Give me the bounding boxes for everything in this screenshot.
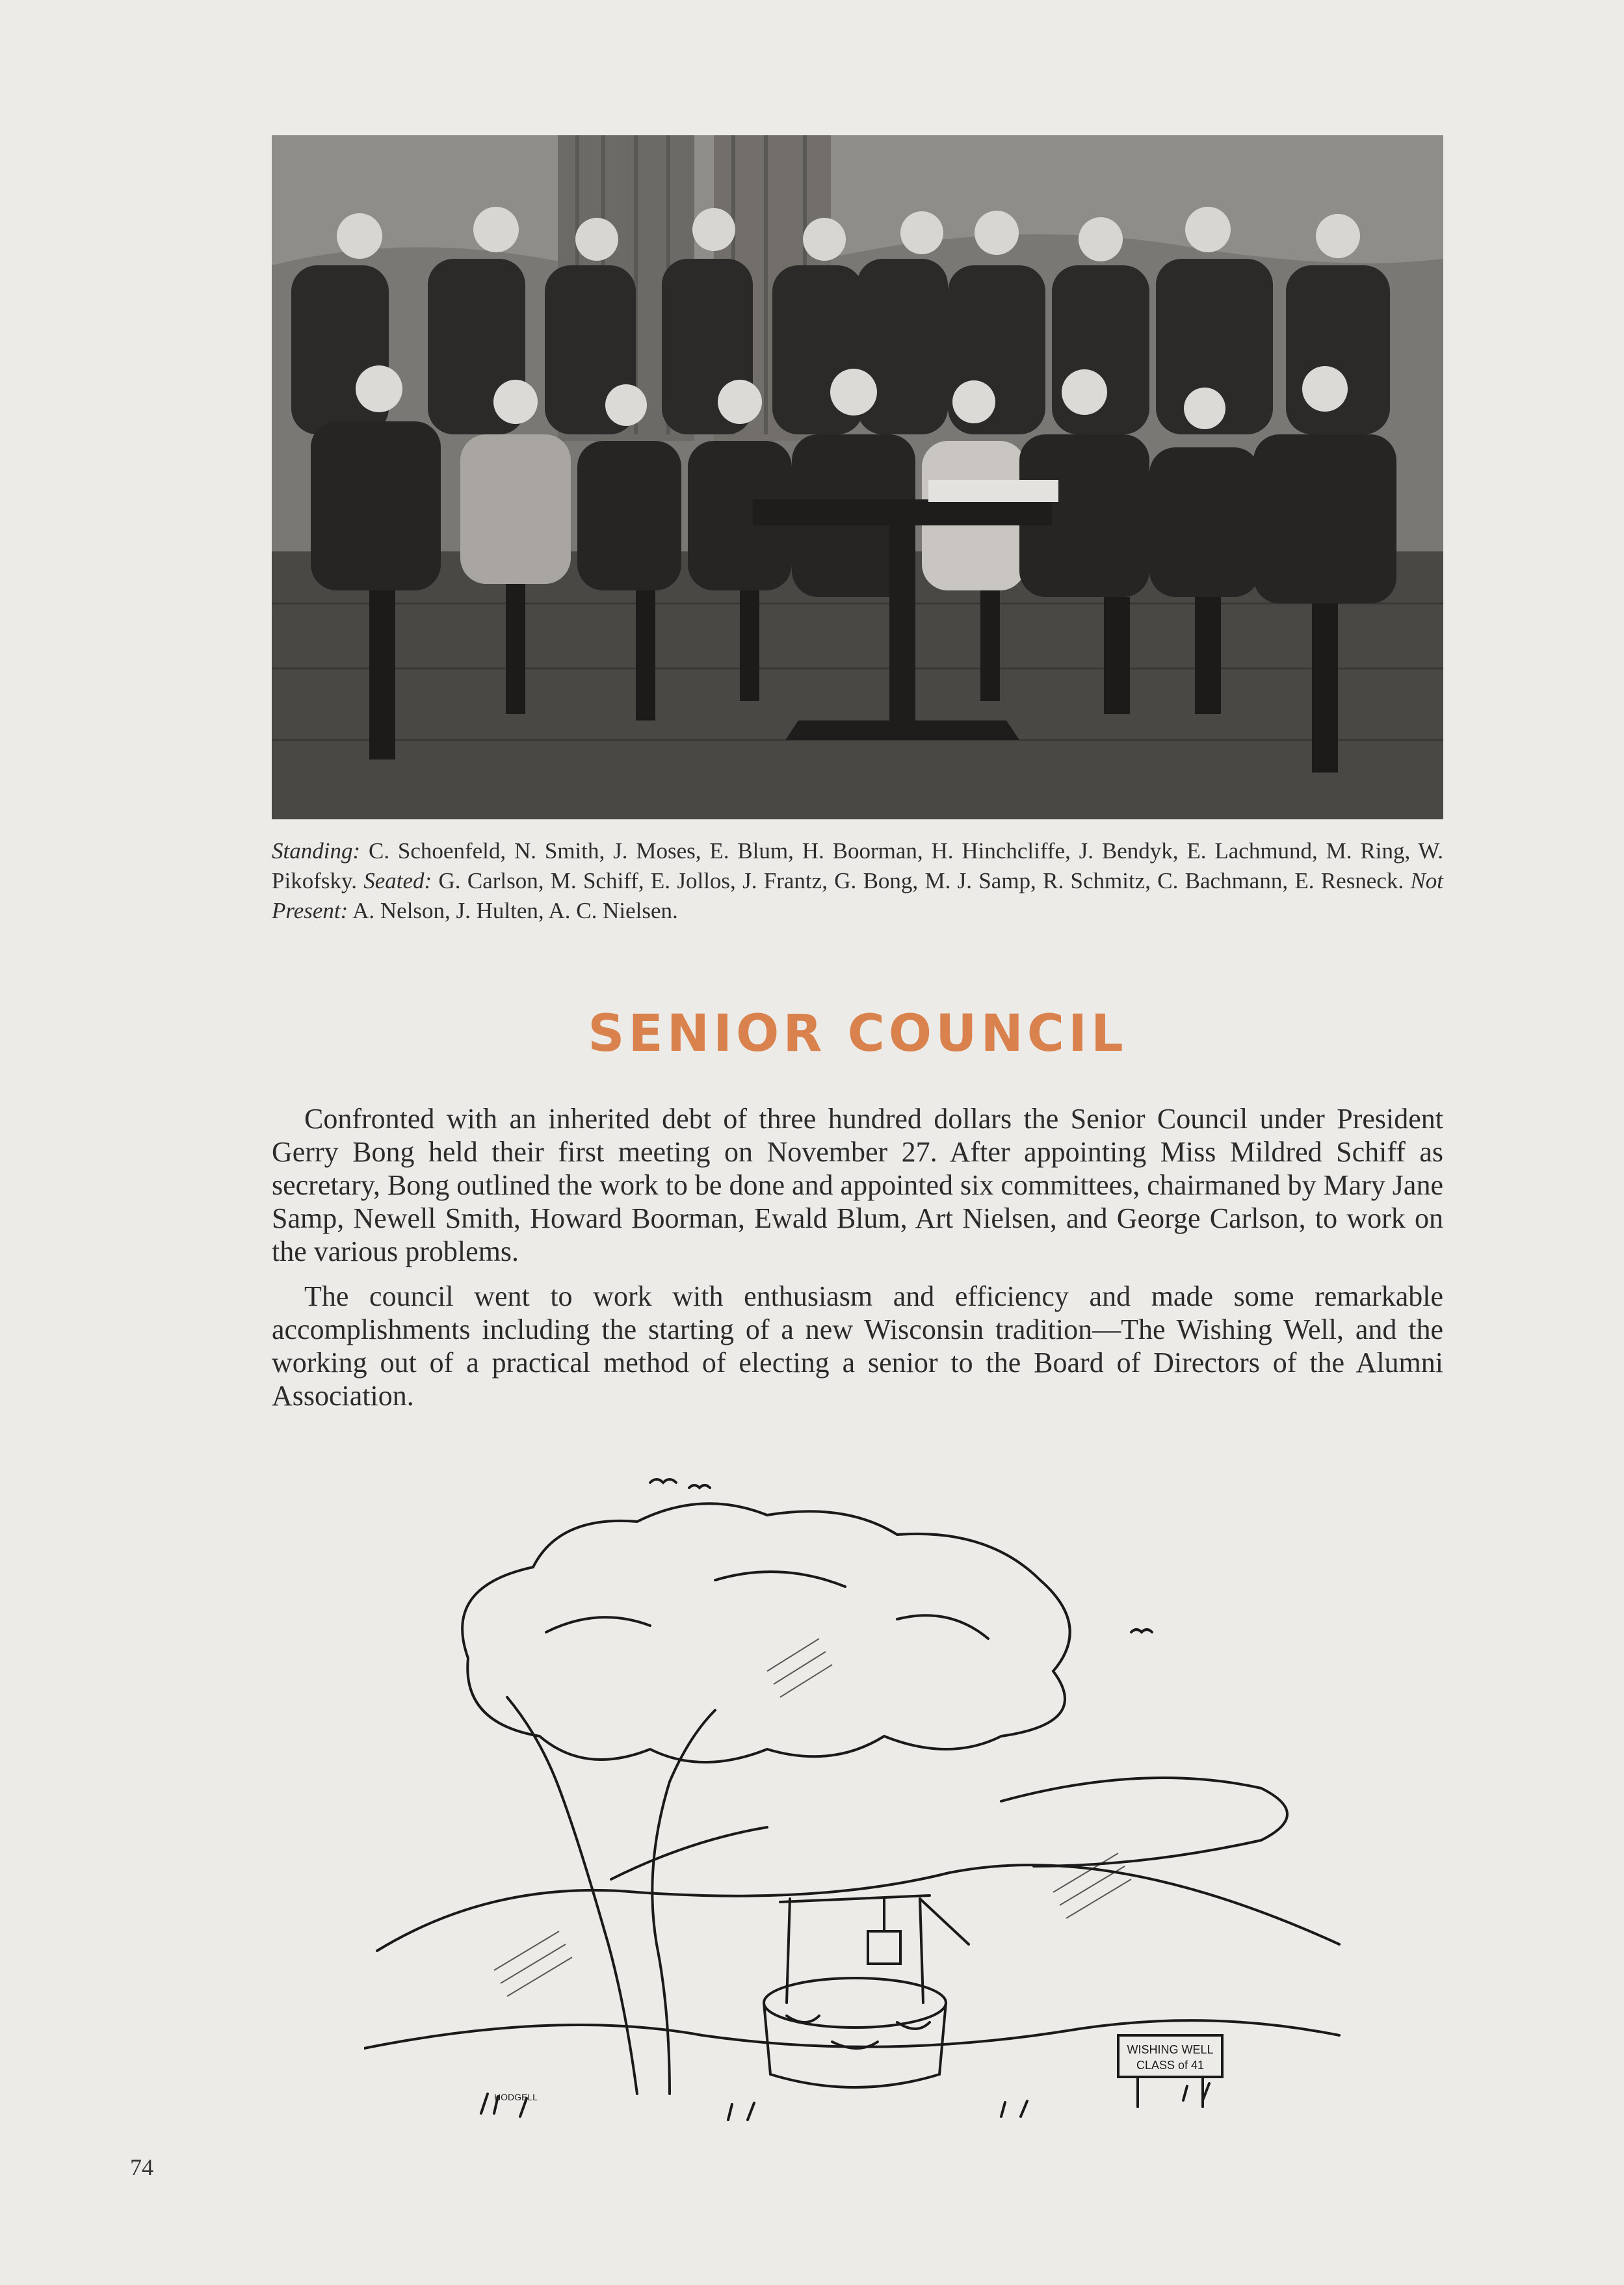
standing-label: Standing: bbox=[272, 838, 361, 864]
wishing-well-illustration bbox=[364, 1476, 1352, 2152]
sign-line-1: WISHING WELL bbox=[1127, 2043, 1214, 2056]
not-present-names: A. Nelson, J. Hulten, A. C. Nielsen. bbox=[352, 898, 678, 923]
paragraph-2: The council went to work with enthusiasm and efficiency and made some remarkable accomplishments including the starting of a new Wisconsin tradition—The Wishing Well, and the working out of a practical method of electing a senior to the Board of Directors of the Alumni Association. bbox=[272, 1280, 1443, 1412]
seated-label: Seated: bbox=[363, 868, 432, 893]
paragraph-1: Confronted with an inherited debt of three hundred dollars the Senior Council under President Gerry Bong held their first meeting on November 27. After appointing Miss Mildred Schiff as secretary, Bong outlined the work to be done and appointed six committees, chairmaned by Mary Jane Samp, Newell Smith, Howard Boorman, Ewald Blum, Art Nielsen, and George Carlson, to work on the various problems. bbox=[272, 1103, 1443, 1267]
body-text bbox=[272, 1102, 1443, 1424]
group-photo-graphic bbox=[272, 135, 1443, 819]
not-present-label: Not Present: bbox=[272, 868, 1444, 923]
sign-line-2: CLASS of 41 bbox=[1136, 2059, 1205, 2072]
seated-names: G. Carlson, M. Schiff, E. Jollos, J. Frantz, G. Bong, M. J. Samp, R. Schmitz, C. Bachmann, E. Resneck. bbox=[438, 868, 1404, 893]
group-photo bbox=[272, 135, 1443, 819]
standing-names: C. Schoenfeld, N. Smith, J. Moses, E. Blum, H. Boorman, H. Hinchcliffe, J. Bendyk, E. Lachmund, M. Ring, W. Pikofsky. bbox=[272, 838, 1443, 893]
page-title: SENIOR COUNCIL bbox=[588, 1005, 1127, 1063]
wishing-well-drawing bbox=[364, 1476, 1352, 2152]
photo-caption bbox=[272, 836, 1443, 926]
artist-signature: HODGELL bbox=[494, 2092, 538, 2102]
page-number: 74 bbox=[130, 2154, 153, 2180]
